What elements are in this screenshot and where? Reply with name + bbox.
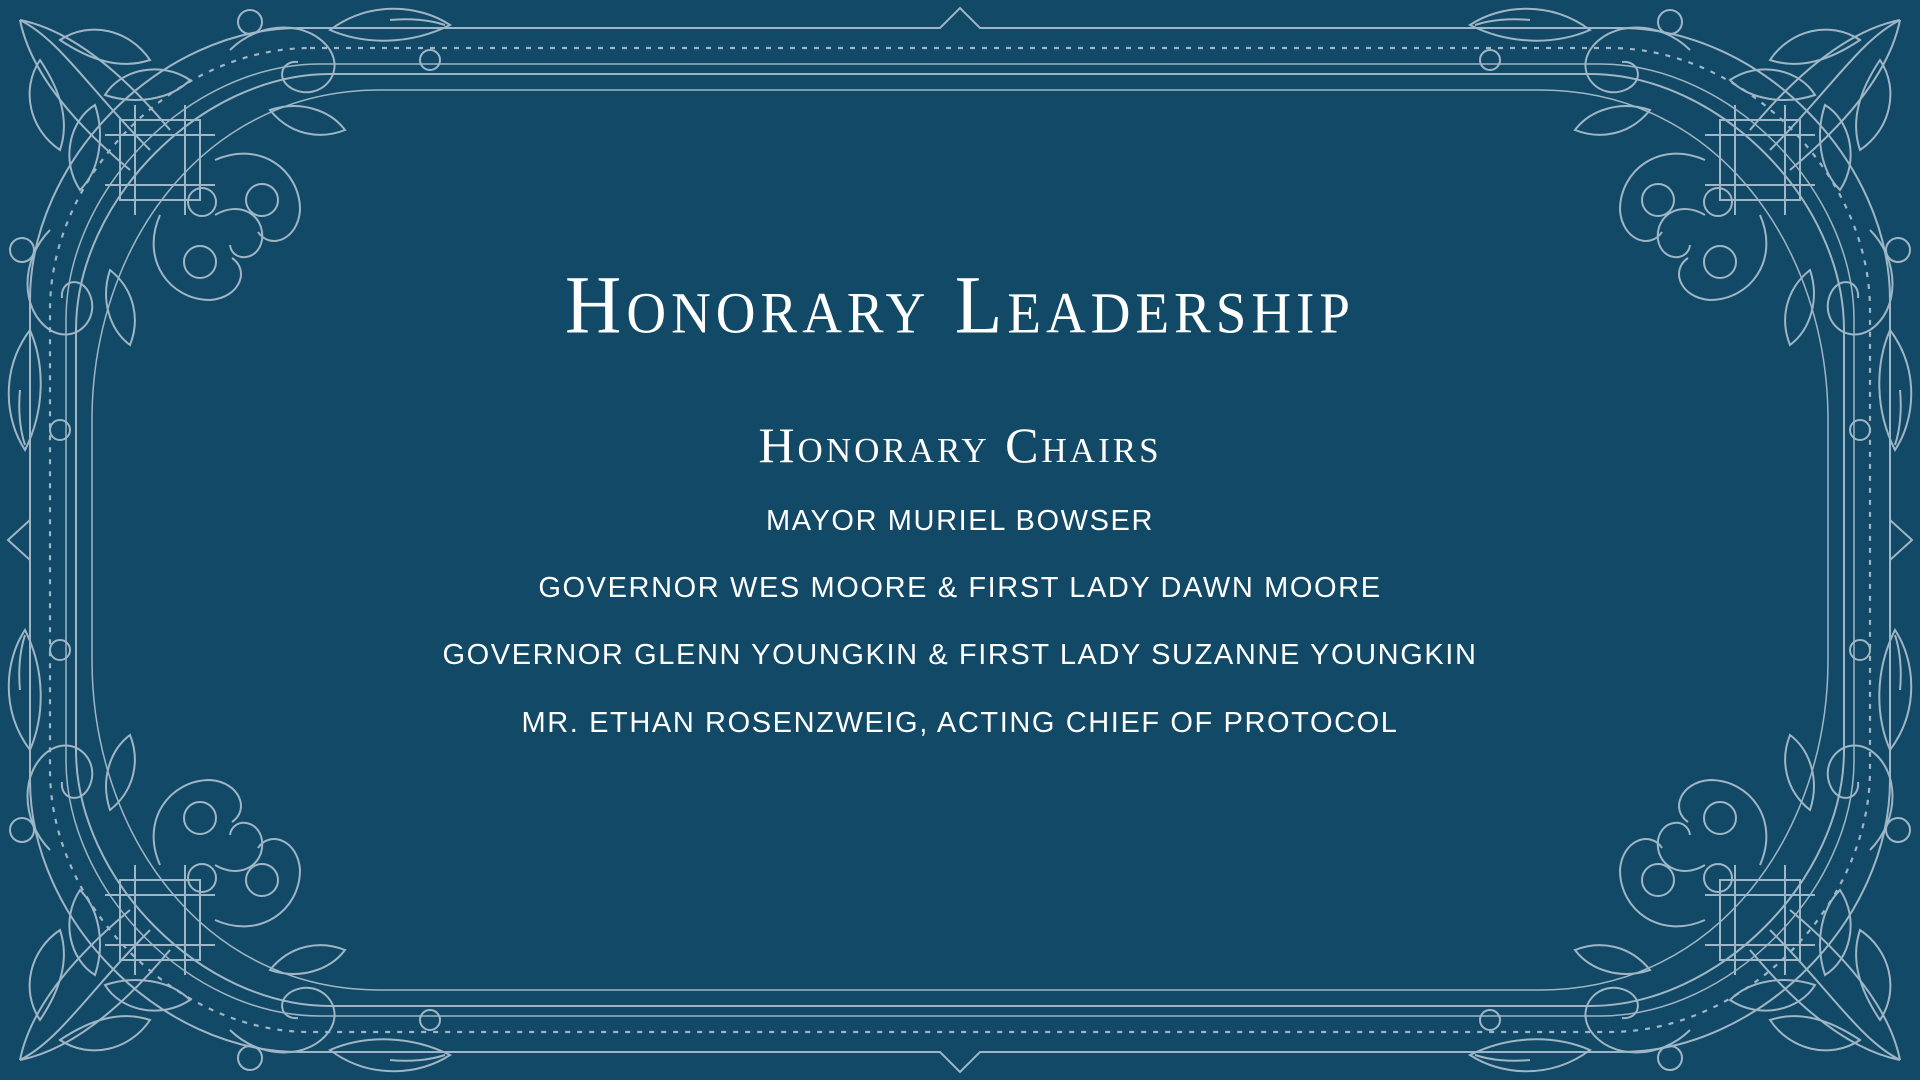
section-heading: Honorary Chairs [758, 417, 1162, 473]
page-title: Honorary Leadership [565, 258, 1355, 351]
honoree-line: MR. ETHAN ROSENZWEIG, ACTING CHIEF OF PROTOCOL [521, 707, 1399, 739]
honoree-line: MAYOR MURIEL BOWSER [765, 505, 1155, 537]
honoree-line: GOVERNOR GLENN YOUNGKIN & FIRST LADY SUZANNE YOUNGKIN [442, 639, 1478, 671]
honoree-line: GOVERNOR WES MOORE & FIRST LADY DAWN MOORE [538, 572, 1382, 604]
